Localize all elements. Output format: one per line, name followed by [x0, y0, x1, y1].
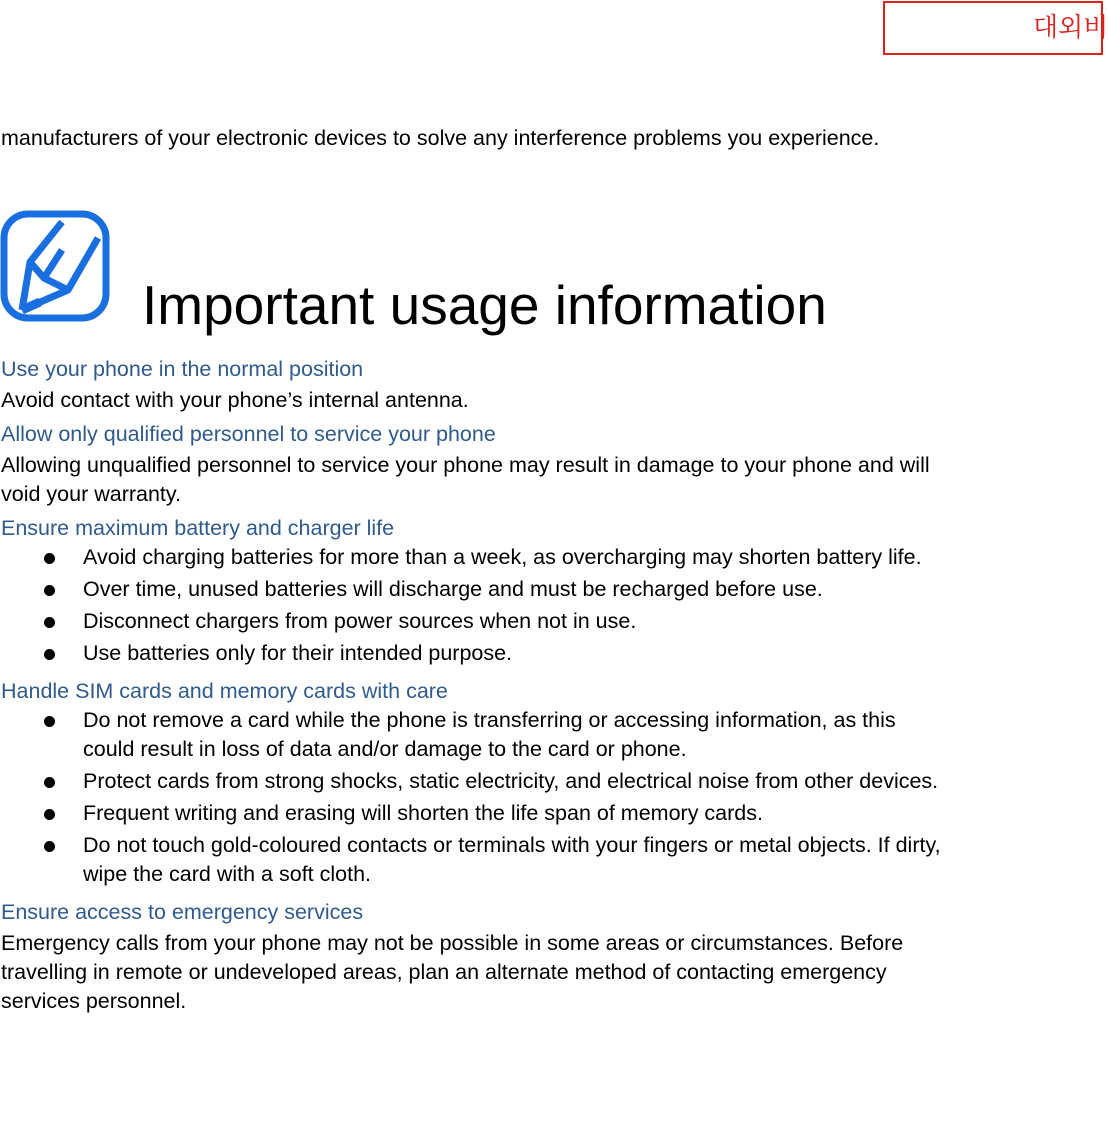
section-body-emergency: Emergency calls from your phone may not be possible in some areas or circumstances. Before travelling in remote or undeveloped areas, plan an alternate method of contacting emergency services personnel.: [1, 931, 904, 1013]
bullet-icon: [44, 777, 55, 788]
section-title-cards: Handle SIM cards and memory cards with care: [1, 679, 448, 703]
list-item: Disconnect chargers from power sources when not in use.: [1, 607, 961, 636]
bullet-icon: [44, 585, 55, 596]
battery-bullet-list: [1, 543, 961, 668]
section-title-normal-position: Use your phone in the normal position: [1, 357, 364, 381]
bullet-icon: [44, 617, 55, 628]
bullet-icon: [44, 649, 55, 660]
list-item: Avoid charging batteries for more than a week, as overcharging may shorten battery life.: [1, 543, 961, 572]
section-body-qualified-personnel: Allowing unqualified personnel to service your phone may result in damage to your phone and will void your warranty.: [1, 453, 930, 506]
cards-bullet-list: [1, 706, 961, 889]
intro-paragraph: manufacturers of your electronic devices to solve any interference problems you experience.: [1, 126, 880, 150]
confidential-stamp-text: 대외비: [1033, 13, 1108, 43]
bullet-icon: [44, 841, 55, 852]
page-title: Important usage information: [142, 274, 827, 336]
list-item: Use batteries only for their intended purpose.: [1, 639, 961, 668]
list-item: Protect cards from strong shocks, static electricity, and electrical noise from other devices.: [1, 767, 961, 796]
list-item: Over time, unused batteries will discharge and must be recharged before use.: [1, 575, 961, 604]
bullet-icon: [44, 553, 55, 564]
bullet-icon: [44, 809, 55, 820]
list-item: Do not remove a card while the phone is transferring or accessing information, as this could result in loss of data and/or damage to the card or phone.: [1, 706, 961, 764]
section-title-emergency: Ensure access to emergency services: [1, 900, 364, 924]
section-heading: [0, 210, 1000, 340]
section-title-qualified-personnel: Allow only qualified personnel to service your phone: [1, 422, 496, 446]
list-item: Frequent writing and erasing will shorten the life span of memory cards.: [1, 799, 961, 828]
list-item: Do not touch gold-coloured contacts or terminals with your fingers or metal objects. If dirty, wipe the card with a soft cloth.: [1, 831, 961, 889]
bullet-icon: [44, 716, 55, 727]
confidential-stamp: [883, 1, 1108, 55]
usage-content: [1, 354, 961, 1020]
section-title-battery: Ensure maximum battery and charger life: [1, 516, 395, 540]
note-pencil-icon: [0, 210, 110, 322]
section-body-normal-position: Avoid contact with your phone’s internal antenna.: [1, 388, 469, 412]
